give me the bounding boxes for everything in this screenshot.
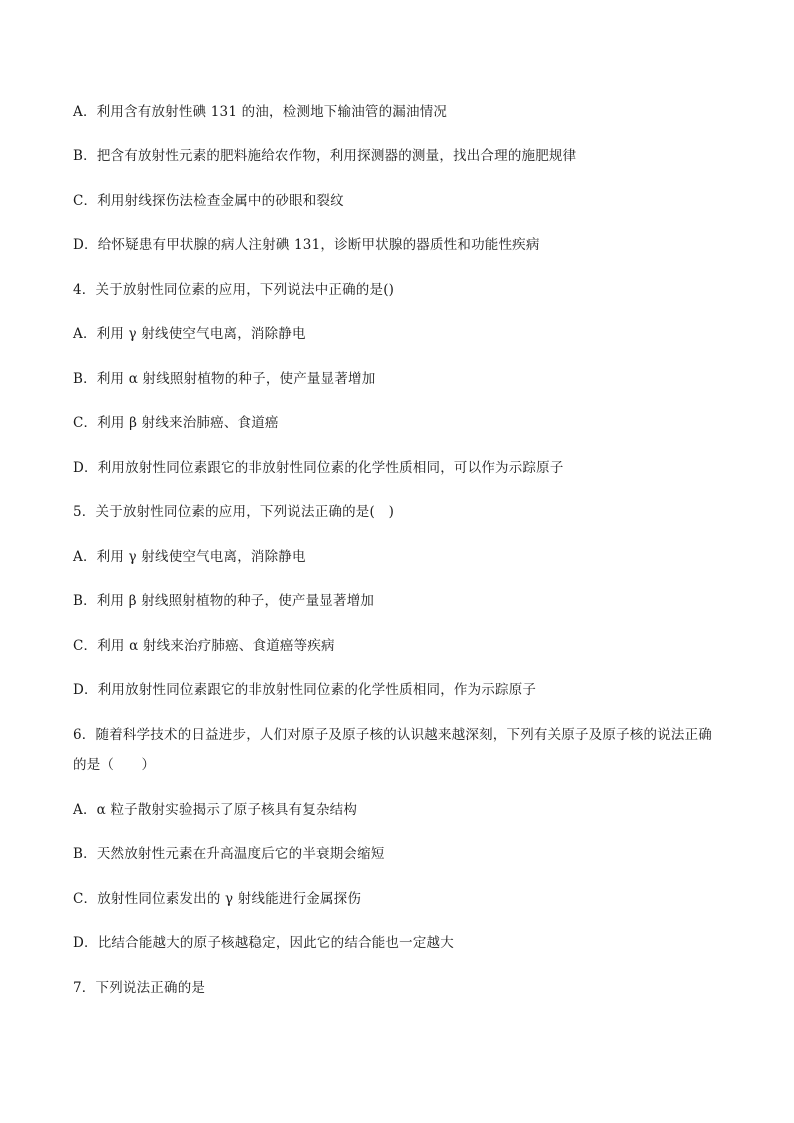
question-5: 5．关于放射性同位素的应用，下列说法正确的是( ) — [73, 504, 395, 520]
option-5d: D．利用放射性同位素跟它的非放射性同位素的化学性质相同，作为示踪原子 — [73, 682, 537, 698]
question-6: 6．随着科学技术的日益进步，人们对原子及原子核的认识越来越深刻，下列有关原子及原子核的说法正确 — [73, 727, 712, 743]
option-5c: C．利用 α 射线来治疗肺癌、食道癌等疾病 — [73, 638, 335, 654]
option-3b: B．把含有放射性元素的肥料施给农作物，利用探测器的测量，找出合理的施肥规律 — [73, 148, 577, 164]
option-6c: C．放射性同位素发出的 γ 射线能进行金属探伤 — [73, 891, 362, 907]
option-4b: B．利用 α 射线照射植物的种子，使产量显著增加 — [73, 371, 376, 387]
option-6b: B．天然放射性元素在升高温度后它的半衰期会缩短 — [73, 846, 385, 862]
option-6d: D．比结合能越大的原子核越稳定，因此它的结合能也一定越大 — [73, 935, 454, 951]
option-3c: C．利用射线探伤法检查金属中的砂眼和裂纹 — [73, 193, 344, 209]
option-6a: A．α 粒子散射实验揭示了原子核具有复杂结构 — [73, 802, 358, 818]
option-3a: A．利用含有放射性碘 131 的油，检测地下输油管的漏油情况 — [73, 104, 448, 120]
option-3d: D．给怀疑患有甲状腺的病人注射碘 131，诊断甲状腺的器质性和功能性疾病 — [73, 237, 540, 253]
option-5b: B．利用 β 射线照射植物的种子，使产量显著增加 — [73, 593, 375, 609]
option-4d: D．利用放射性同位素跟它的非放射性同位素的化学性质相同，可以作为示踪原子 — [73, 460, 564, 476]
option-5a: A．利用 γ 射线使空气电离，消除静电 — [73, 549, 306, 565]
question-6-continuation: 的是（ ） — [73, 757, 156, 773]
option-4c: C．利用 β 射线来治肺癌、食道癌 — [73, 415, 279, 431]
option-4a: A．利用 γ 射线使空气电离，消除静电 — [73, 326, 306, 342]
question-7: 7．下列说法正确的是 — [73, 980, 206, 996]
question-4: 4．关于放射性同位素的应用，下列说法中正确的是() — [73, 282, 395, 298]
